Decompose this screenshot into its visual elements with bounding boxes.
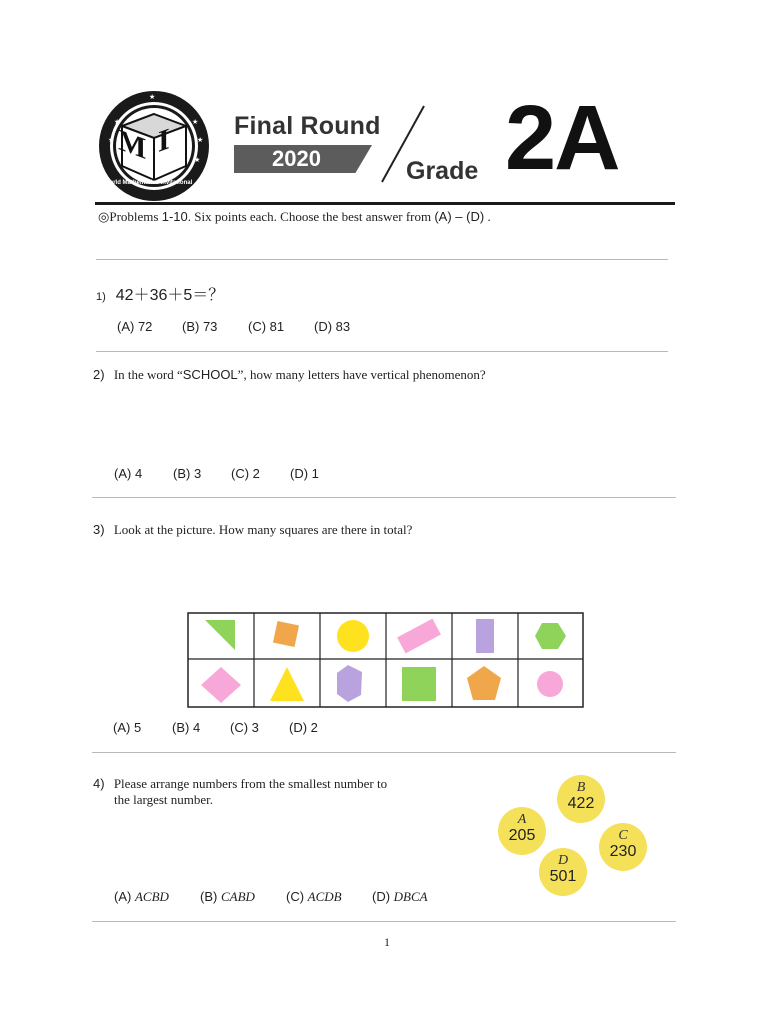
page-number: 1 (384, 935, 390, 949)
instructions (98, 209, 491, 225)
option-a[interactable]: (A) 5 (113, 720, 142, 735)
circle-b (557, 775, 605, 823)
circle-d (539, 848, 587, 896)
option-d[interactable]: (D) 1 (290, 466, 319, 481)
option-d[interactable]: (D) 83 (314, 319, 351, 334)
circle-c (599, 823, 647, 871)
logo-letter-i: I (158, 121, 170, 160)
question-text-before: In the word “ (113, 367, 183, 382)
option-label: (C) (286, 889, 308, 904)
pink-circle-shape (537, 671, 563, 697)
header-rule (95, 202, 675, 205)
purple-rectangle-shape (476, 619, 494, 653)
logo-letter-m: M (118, 122, 147, 167)
question-1 (96, 282, 224, 305)
instructions-prefix: ◎Problems (98, 209, 162, 224)
option-c[interactable]: (C) 2 (231, 466, 260, 481)
option-d[interactable] (372, 889, 428, 905)
svg-text:★: ★ (192, 119, 199, 126)
purple-hexagon-shape (337, 665, 362, 702)
question-4-line2: the largest number. (114, 792, 214, 807)
divider (96, 351, 668, 352)
option-value: ACDB (307, 889, 342, 904)
option-value: DBCA (393, 889, 428, 904)
option-label: (B) (200, 889, 221, 904)
option-c[interactable] (286, 889, 342, 905)
option-c[interactable]: (C) 3 (230, 720, 259, 735)
logo-ring-text: World Mathematics Invitational (104, 180, 193, 186)
question-4 (93, 776, 387, 792)
circle-number: 422 (567, 795, 595, 812)
instructions-answer-range: (A) – (D) (434, 209, 485, 224)
option-b[interactable] (200, 889, 255, 905)
question-3 (93, 522, 412, 538)
option-label: (A) (114, 889, 135, 904)
svg-text:★: ★ (197, 137, 204, 144)
question-text: Look at the picture. How many squares are there in total? (113, 522, 413, 537)
circle-letter: A (517, 812, 527, 827)
circle-number: 501 (549, 868, 577, 885)
circle-letter: B (576, 780, 586, 795)
option-b[interactable]: (B) 4 (172, 720, 201, 735)
option-b[interactable]: (B) 3 (173, 466, 202, 481)
question-2 (93, 367, 486, 383)
svg-text:★: ★ (108, 137, 115, 144)
svg-text:★: ★ (114, 119, 121, 126)
green-square-shape (402, 667, 436, 701)
question-text-after: ”, how many letters have vertical phenomenon? (237, 367, 486, 382)
divider (92, 752, 676, 753)
grade-label: Grade (406, 157, 479, 185)
option-value: CABD (220, 889, 255, 904)
question-word: SCHOOL (182, 367, 238, 382)
instructions-range: 1-10 (161, 209, 188, 224)
question-number: 2) (93, 367, 105, 382)
orange-square-shape (273, 621, 299, 647)
circle-number: 205 (508, 827, 536, 844)
option-a[interactable]: (A) 72 (117, 319, 153, 334)
contest-year: 2020 (272, 146, 321, 171)
question-number: 3) (93, 522, 105, 537)
circle-number: 230 (609, 843, 637, 860)
grade-code: 2A (505, 87, 619, 189)
circle-letter: C (618, 828, 628, 843)
divider (92, 921, 676, 922)
svg-text:★: ★ (194, 157, 201, 164)
instructions-suffix: . (484, 209, 491, 224)
question-text: 42＋36＋5＝？ (115, 287, 225, 304)
option-a[interactable] (114, 889, 169, 905)
divider (92, 497, 676, 498)
option-d[interactable]: (D) 2 (289, 720, 318, 735)
contest-title: Final Round (234, 112, 381, 140)
question-number: 4) (93, 776, 105, 791)
question-number: 1) (96, 291, 106, 303)
option-b[interactable]: (B) 73 (182, 319, 218, 334)
shapes-grid (187, 612, 584, 708)
instructions-middle: . Six points each. Choose the best answer from (187, 209, 435, 224)
divider (96, 259, 668, 260)
option-label: (D) (372, 889, 394, 904)
yellow-circle-shape (337, 620, 369, 652)
option-value: ACBD (134, 889, 169, 904)
option-a[interactable]: (A) 4 (114, 466, 143, 481)
circle-letter: D (557, 853, 569, 868)
circle-a (498, 807, 546, 855)
option-c[interactable]: (C) 81 (248, 319, 285, 334)
svg-text:★: ★ (149, 94, 156, 101)
question-text-line1: Please arrange numbers from the smallest number to (113, 776, 388, 791)
